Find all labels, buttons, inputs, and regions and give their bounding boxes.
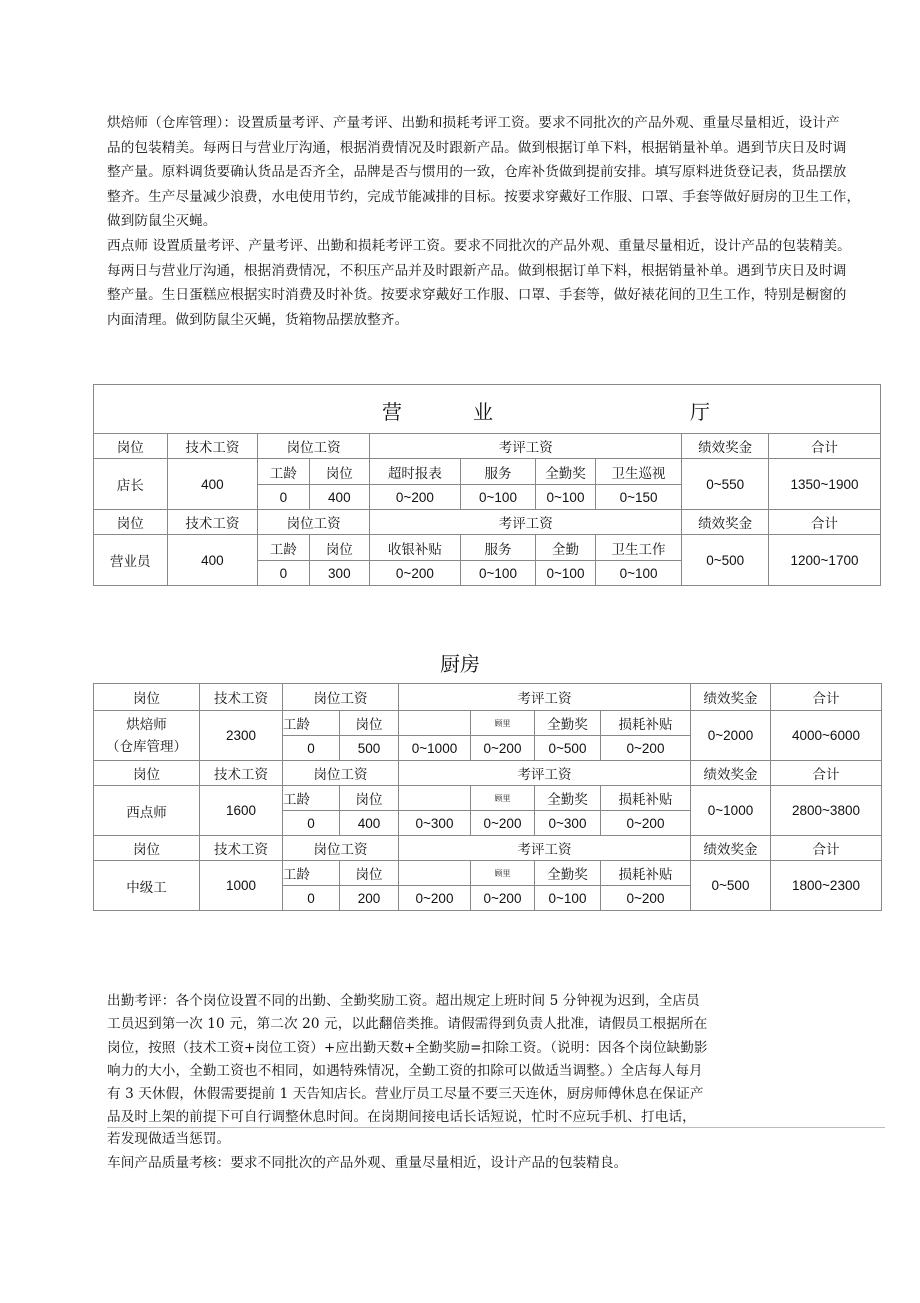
- sub-header: 超时报表: [370, 459, 461, 485]
- value-cell: 0~100: [536, 561, 595, 586]
- sub-header: 岗位: [309, 535, 369, 561]
- header-cell: 技术工资: [167, 510, 258, 535]
- value-cell: 0~1000: [399, 736, 471, 761]
- tech-cell: 2300: [200, 711, 283, 761]
- header-cell: 考评工资: [399, 761, 691, 786]
- sub-header: 损耗补贴: [601, 786, 691, 811]
- sub-header: 服务: [460, 535, 536, 561]
- sub-header: 全勤奖: [535, 861, 601, 886]
- value-cell: 300: [309, 561, 369, 586]
- header-cell: 岗位: [94, 684, 200, 711]
- header-cell: 岗位: [94, 434, 168, 459]
- header-cell: 岗位: [94, 510, 168, 535]
- attendance-line: 出勤考评：各个岗位设置不同的出勤、全勤奖励工资。超出规定上班时间 5 分钟视为迟到，全店员: [107, 993, 700, 1009]
- value-cell: 200: [340, 886, 399, 911]
- hall-title-char: 营: [382, 400, 402, 424]
- kitchen-salary-table: [93, 683, 882, 911]
- bonus-cell: 0~2000: [691, 711, 771, 761]
- tech-cell: 400: [167, 535, 258, 586]
- value-cell: 0~200: [370, 485, 461, 510]
- hall-salary-table: [93, 384, 881, 586]
- header-cell: 岗位工资: [258, 510, 370, 535]
- sub-header: [399, 861, 471, 886]
- value-cell: 0~200: [471, 811, 535, 836]
- sub-header: 卫生巡视: [595, 459, 682, 485]
- value-cell: 0: [283, 811, 340, 836]
- header-cell: 岗位: [94, 761, 200, 786]
- header-cell: 考评工资: [370, 434, 682, 459]
- value-cell: 0~500: [535, 736, 601, 761]
- bonus-cell: 0~500: [691, 861, 771, 911]
- intro-line: 整齐。生产尽量减少浪费，水电使用节约，完成节能减排的目标。按要求穿戴好工作服、口罩、手套等做好厨房的卫生工作，: [107, 188, 861, 205]
- sub-header: 损耗补贴: [601, 861, 691, 886]
- attendance-paragraph: [107, 990, 747, 1130]
- header-cell: 岗位工资: [258, 434, 370, 459]
- header-cell: 技术工资: [200, 761, 283, 786]
- header-cell: 合计: [771, 836, 882, 861]
- sub-header: 岗位: [340, 861, 399, 886]
- total-cell: 2800~3800: [771, 786, 882, 836]
- value-cell: 0~200: [399, 886, 471, 911]
- sub-header: 工龄: [258, 459, 309, 485]
- header-cell: 绩效奖金: [691, 761, 771, 786]
- role-name: 烘焙师: [126, 716, 167, 733]
- sub-header: 工龄: [283, 711, 340, 736]
- value-cell: 0~200: [370, 561, 461, 586]
- value-cell: 0~200: [471, 736, 535, 761]
- role-cell: 中级工: [94, 861, 200, 911]
- sub-header: 工龄: [283, 786, 340, 811]
- value-cell: 0~100: [460, 485, 536, 510]
- bonus-cell: 0~1000: [691, 786, 771, 836]
- header-cell: 考评工资: [399, 836, 691, 861]
- value-cell: 0: [283, 886, 340, 911]
- sub-header: 全勤奖: [536, 459, 595, 485]
- value-cell: 0~300: [399, 811, 471, 836]
- header-cell: 技术工资: [200, 684, 283, 711]
- header-cell: 绩效奖金: [682, 434, 769, 459]
- attendance-tail-line: 若发现做适当惩罚。: [107, 1131, 231, 1147]
- attendance-line: 品及时上架的前提下可自行调整休息时间。在岗期间接电话长话短说，忙时不应玩手机、打电话，: [107, 1109, 696, 1126]
- sub-header: 顾里: [471, 711, 535, 736]
- tech-cell: 400: [167, 459, 258, 510]
- header-cell: 绩效奖金: [691, 836, 771, 861]
- role-cell: 店长: [94, 459, 168, 510]
- sub-header: 工龄: [283, 861, 340, 886]
- role-cell: 西点师: [94, 786, 200, 836]
- sub-header: 工龄: [258, 535, 309, 561]
- total-cell: 1350~1900: [769, 459, 881, 510]
- header-cell: 绩效奖金: [691, 684, 771, 711]
- sub-header: 全勤奖: [535, 711, 601, 736]
- bonus-cell: 0~550: [682, 459, 769, 510]
- sub-header: 卫生工作: [595, 535, 682, 561]
- attendance-tail: [107, 1127, 885, 1175]
- value-cell: 0: [283, 736, 340, 761]
- value-cell: 400: [340, 811, 399, 836]
- hall-title: [94, 385, 881, 434]
- quality-line: 车间产品质量考核：要求不同批次的产品外观、重量尽量相近，设计产品的包装精良。: [107, 1155, 628, 1171]
- value-cell: 0~200: [601, 736, 691, 761]
- header-cell: 岗位: [94, 836, 200, 861]
- value-cell: 0~200: [471, 886, 535, 911]
- total-cell: 1800~2300: [771, 861, 882, 911]
- sub-header: 服务: [460, 459, 536, 485]
- value-cell: 0~100: [535, 886, 601, 911]
- sub-header: 收银补贴: [370, 535, 461, 561]
- intro-paragraph: [107, 111, 885, 332]
- header-cell: 考评工资: [399, 684, 691, 711]
- header-cell: 合计: [771, 761, 882, 786]
- attendance-line: 工员迟到第一次 10 元，第二次 20 元，以此翻倍类推。请假需得到负责人批准，请假员工根据所在: [107, 1016, 708, 1033]
- intro-line: 西点师 设置质量考评、产量考评、出勤和损耗考评工资。要求不同批次的产品外观、重量尽量相近，设计产品的包装精美。: [107, 237, 851, 254]
- sub-header: 顾里: [471, 861, 535, 886]
- intro-line: 烘焙师（仓库管理）：设置质量考评、产量考评、出勤和损耗考评工资。要求不同批次的产品外观、重量尽量相近，设计产: [107, 115, 840, 131]
- intro-line: 整产量。生日蛋糕应根据实时消费及时补货。按要求穿戴好工作服、口罩、手套等，做好裱花间的卫生工作，特别是橱窗的: [107, 287, 847, 304]
- hall-title-char: 厅: [690, 400, 710, 424]
- header-cell: 岗位工资: [283, 836, 399, 861]
- sub-header: 岗位: [340, 786, 399, 811]
- header-cell: 技术工资: [167, 434, 258, 459]
- bonus-cell: 0~500: [682, 535, 769, 586]
- total-cell: 4000~6000: [771, 711, 882, 761]
- value-cell: 0~100: [536, 485, 595, 510]
- value-cell: 0~100: [595, 561, 682, 586]
- header-cell: 技术工资: [200, 836, 283, 861]
- role-cell: 营业员: [94, 535, 168, 586]
- sub-header: [399, 711, 471, 736]
- kitchen-title: 厨房: [440, 652, 480, 676]
- sub-header: 岗位: [309, 459, 369, 485]
- header-cell: 岗位工资: [283, 761, 399, 786]
- sub-header: 全勤奖: [535, 786, 601, 811]
- tech-cell: 1600: [200, 786, 283, 836]
- header-cell: 合计: [769, 434, 881, 459]
- value-cell: 500: [340, 736, 399, 761]
- role-cell: [94, 711, 200, 761]
- role-note: （仓库管理）: [106, 738, 187, 755]
- value-cell: 400: [309, 485, 369, 510]
- header-cell: 绩效奖金: [682, 510, 769, 535]
- sub-header: 损耗补贴: [601, 711, 691, 736]
- header-cell: 考评工资: [370, 510, 682, 535]
- tech-cell: 1000: [200, 861, 283, 911]
- attendance-line: 岗位，按照（技术工资+岗位工资）+应出勤天数+全勤奖励=扣除工资。（说明：因各个岗位缺勤影: [107, 1039, 708, 1056]
- value-cell: 0: [258, 485, 309, 510]
- value-cell: 0~200: [601, 811, 691, 836]
- header-cell: 合计: [769, 510, 881, 535]
- attendance-line: 响力的大小，全勤工资也不相同，如遇特殊情况，全勤工资的扣除可以做适当调整。）全店每人每月: [107, 1062, 703, 1079]
- sub-header: 顾里: [471, 786, 535, 811]
- intro-line: 整产量。原料调货要确认货品是否齐全，品牌是否与惯用的一致，仓库补货做到提前安排。填写原料进货登记表，货品摆放: [107, 164, 847, 181]
- intro-line: 内面清理。做到防鼠尘灭蝇，货箱物品摆放整齐。: [107, 311, 409, 328]
- header-cell: 合计: [771, 684, 882, 711]
- sub-header: 全勤: [536, 535, 595, 561]
- value-cell: 0~300: [535, 811, 601, 836]
- value-cell: 0: [258, 561, 309, 586]
- hall-title-char: 业: [473, 400, 493, 424]
- value-cell: 0~200: [601, 886, 691, 911]
- value-cell: 0~100: [460, 561, 536, 586]
- header-cell: 岗位工资: [283, 684, 399, 711]
- intro-line: 做到防鼠尘灭蝇。: [107, 213, 217, 230]
- total-cell: 1200~1700: [769, 535, 881, 586]
- sub-header: [399, 786, 471, 811]
- intro-line: 品的包装精美。每两日与营业厅沟通，根据消费情况及时跟新产品。做到根据订单下料，根据销量补单。遇到节庆日及时调: [107, 139, 847, 156]
- value-cell: 0~150: [595, 485, 682, 510]
- attendance-line: 有 3 天休假，休假需要提前 1 天告知店长。营业厅员工尽量不要三天连休，厨房师傅休息在保证产: [107, 1086, 704, 1103]
- intro-line: 每两日与营业厅沟通，根据消费情况，不积压产品并及时跟新产品。做到根据订单下料，根据销量补单。遇到节庆日及时调: [107, 262, 847, 279]
- sub-header: 岗位: [340, 711, 399, 736]
